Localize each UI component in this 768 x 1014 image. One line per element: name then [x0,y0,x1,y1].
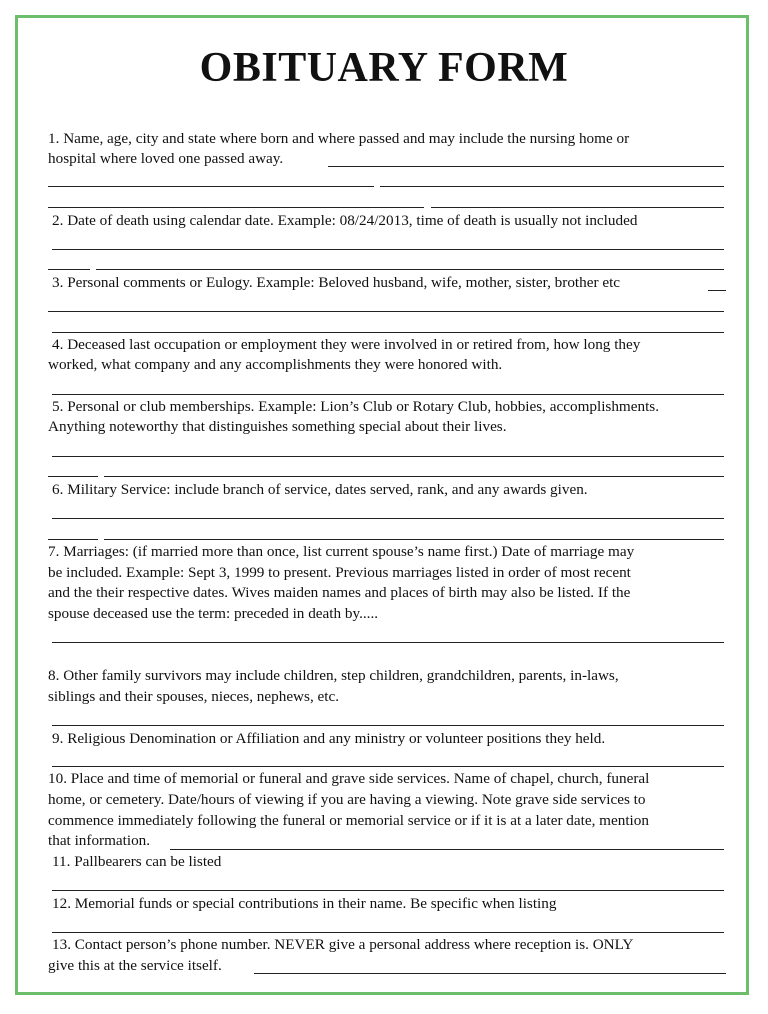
q5-line-2: Anything noteworthy that distinguishes something special about their lives. [48,418,507,435]
q3-answer-line[interactable] [708,290,726,291]
q1-line-1: 1. Name, age, city and state where born and where passed and may include the nursing home or [48,130,630,147]
q6-answer-line[interactable] [48,539,98,540]
q3-line-1: 3. Personal comments or Eulogy. Example: Beloved husband, wife, mother, sister, brother etc [52,274,621,291]
q8-answer-line[interactable] [52,725,724,726]
q2-line-1: 2. Date of death using calendar date. Example: 08/24/2013, time of death is usually not included [52,212,638,229]
q10-line-3: commence immediately following the funeral or memorial service or if it is at a later date, mention [48,812,649,829]
q10-line-4: that information. [48,832,151,849]
q5-line-1: 5. Personal or club memberships. Example: Lion’s Club or Rotary Club, hobbies, accomplishments. [52,398,659,415]
q7-line-1: 7. Marriages: (if married more than once, list current spouse’s name first.) Date of marriage may [48,543,635,560]
q8-line-1: 8. Other family survivors may include children, step children, grandchildren, parents, in-laws, [48,667,619,684]
q4-answer-line[interactable] [52,394,724,395]
q2-answer-line[interactable] [52,249,724,250]
q7-line-4: spouse deceased use the term: preceded in death by..... [48,605,379,622]
q12-answer-line[interactable] [52,932,724,933]
q13-answer-line[interactable] [254,973,726,974]
q3-answer-line[interactable] [52,332,724,333]
q13-line-2: give this at the service itself. [48,957,222,974]
q1-line-2: hospital where loved one passed away. [48,150,284,167]
q13-line-1: 13. Contact person’s phone number. NEVER give a personal address where reception is. ONLY [52,936,634,953]
q7-answer-line[interactable] [52,642,724,643]
q5-answer-line[interactable] [104,476,724,477]
q6-answer-line[interactable] [104,539,724,540]
q6-line-1: 6. Military Service: include branch of service, dates served, rank, and any awards given. [52,481,588,498]
q6-answer-line[interactable] [52,518,724,519]
q10-answer-line[interactable] [170,849,724,850]
q5-answer-line[interactable] [48,476,98,477]
q1-answer-line[interactable] [431,207,724,208]
q11-line-1: 11. Pallbearers can be listed [52,853,222,870]
q9-line-1: 9. Religious Denomination or Affiliation and any ministry or volunteer positions they held. [52,730,606,747]
q3-answer-line[interactable] [48,311,724,312]
q1-answer-line[interactable] [328,166,724,167]
q2-answer-line[interactable] [48,269,90,270]
q7-line-3: and the their respective dates. Wives maiden names and places of birth may also be listed. If the [48,584,631,601]
q7-line-2: be included. Example: Sept 3, 1999 to present. Previous marriages listed in order of most recent [48,564,631,581]
q10-line-1: 10. Place and time of memorial or funeral and grave side services. Name of chapel, church, funeral [48,770,650,787]
q4-line-2: worked, what company and any accomplishments they were honored with. [48,356,503,373]
q4-line-1: 4. Deceased last occupation or employment they were involved in or retired from, how long they [52,336,641,353]
q12-line-1: 12. Memorial funds or special contributions in their name. Be specific when listing [52,895,557,912]
q1-answer-line[interactable] [48,207,424,208]
q1-answer-line[interactable] [48,186,374,187]
q2-answer-line[interactable] [96,269,724,270]
q9-answer-line[interactable] [52,766,724,767]
q5-answer-line[interactable] [52,456,724,457]
q10-line-2: home, or cemetery. Date/hours of viewing if you are having a viewing. Note grave side services to [48,791,646,808]
q11-answer-line[interactable] [52,890,724,891]
q8-line-2: siblings and their spouses, nieces, nephews, etc. [48,688,340,705]
form-title: OBITUARY FORM [199,45,569,91]
q1-answer-line[interactable] [380,186,724,187]
